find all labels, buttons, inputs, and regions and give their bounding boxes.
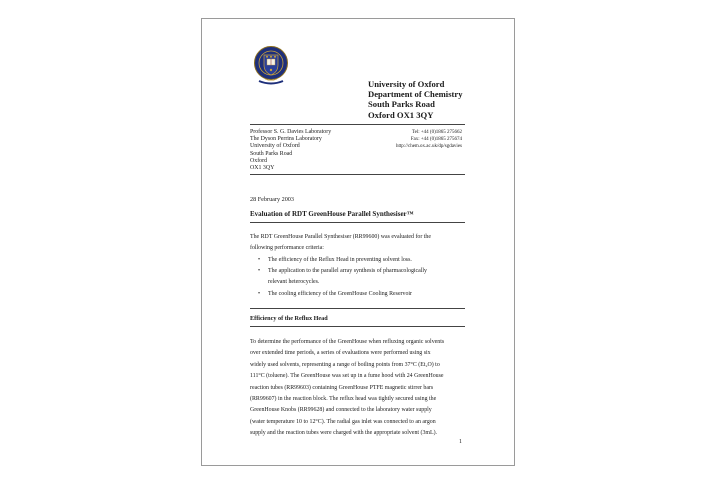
bullet-icon: • bbox=[258, 257, 261, 263]
intro-paragraph bbox=[250, 232, 468, 254]
sender-line: The Dyson Perrins Laboratory bbox=[250, 136, 322, 143]
address-line: Department of Chemistry bbox=[368, 89, 463, 100]
bullet-icon: • bbox=[258, 290, 261, 297]
sender-line: University of Oxford bbox=[250, 143, 300, 150]
divider bbox=[250, 308, 465, 309]
page-number: 1 bbox=[459, 439, 462, 445]
list-item bbox=[258, 255, 427, 266]
address-line: Oxford OX1 3QY bbox=[368, 109, 434, 120]
website-link[interactable]: http://chem.ox.ac.uk/dp/sgdavies bbox=[396, 144, 462, 150]
sender-line: South Parks Road bbox=[250, 150, 293, 157]
sender-line: Professor S. G. Davies Laboratory bbox=[250, 129, 332, 135]
text-line: (RR99607) in the reaction block. The reflux head was tightly secured using the bbox=[250, 396, 437, 403]
text-line: 111°C (toluene). The GreenHouse was set up in a fume hood with 24 GreenHouse bbox=[250, 373, 444, 380]
list-item bbox=[258, 289, 427, 300]
divider bbox=[250, 222, 465, 223]
divider bbox=[250, 174, 465, 175]
sender-address bbox=[250, 129, 331, 172]
bullet-icon: • bbox=[258, 268, 261, 275]
divider bbox=[250, 326, 465, 327]
list-item-text: The application to the parallel array synthesis of pharmacologically bbox=[268, 268, 427, 275]
text-line: reaction tubes (RR99603) containing GreenHouse PTFE magnetic stirrer bars bbox=[250, 384, 434, 391]
list-item-text: The cooling efficiency of the GreenHouse Cooling Reservoir bbox=[268, 290, 413, 297]
document-title: Evaluation of RDT GreenHouse Parallel Synthesiser™ bbox=[250, 210, 414, 218]
address-line: University of Oxford bbox=[368, 79, 445, 89]
contact-details bbox=[396, 129, 462, 151]
section-heading: Efficiency of the Reflux Head bbox=[250, 315, 328, 322]
text-line: GreenHouse Knobs (RR99628) and connected to the laboratory water supply bbox=[250, 407, 432, 414]
text-line: over extended time periods, a series of evaluations were performed using six bbox=[250, 350, 431, 357]
sender-line: Oxford bbox=[250, 157, 268, 164]
fax: Fax: +44 (0)1865 275674 bbox=[410, 137, 462, 143]
text-line: To determine the performance of the GreenHouse when refluxing organic solvents bbox=[250, 339, 445, 345]
address-line: South Parks Road bbox=[368, 99, 435, 110]
department-address bbox=[368, 79, 463, 120]
criteria-list bbox=[258, 255, 427, 300]
university-crest-icon bbox=[253, 45, 289, 87]
text-line: widely used solvents, representing a range of boiling points from 37°C (Et₂O) to bbox=[250, 361, 440, 368]
letter-date: 28 February 2003 bbox=[250, 196, 294, 203]
sender-line: OX1 3QY bbox=[250, 165, 275, 172]
text-line: The RDT GreenHouse Parallel Synthesiser (RR99600) was evaluated for the bbox=[250, 234, 431, 240]
list-item bbox=[258, 266, 427, 288]
text-line: (water temperature 10 to 12°C). The radial gas inlet was connected to an argon bbox=[250, 418, 436, 425]
divider bbox=[250, 124, 465, 125]
text-line: following performance criteria: bbox=[250, 245, 324, 252]
telephone: Tel: +44 (0)1865 275662 bbox=[411, 130, 462, 135]
document-page bbox=[201, 18, 515, 466]
body-paragraph bbox=[250, 337, 468, 440]
text-line: supply and the reaction tubes were charged with the appropriate solvent (3mL). bbox=[250, 430, 438, 437]
list-item-continuation: relevant heterocycles. bbox=[268, 279, 320, 286]
list-item-text: The efficiency of the Reflux Head in preventing solvent loss. bbox=[268, 257, 412, 263]
